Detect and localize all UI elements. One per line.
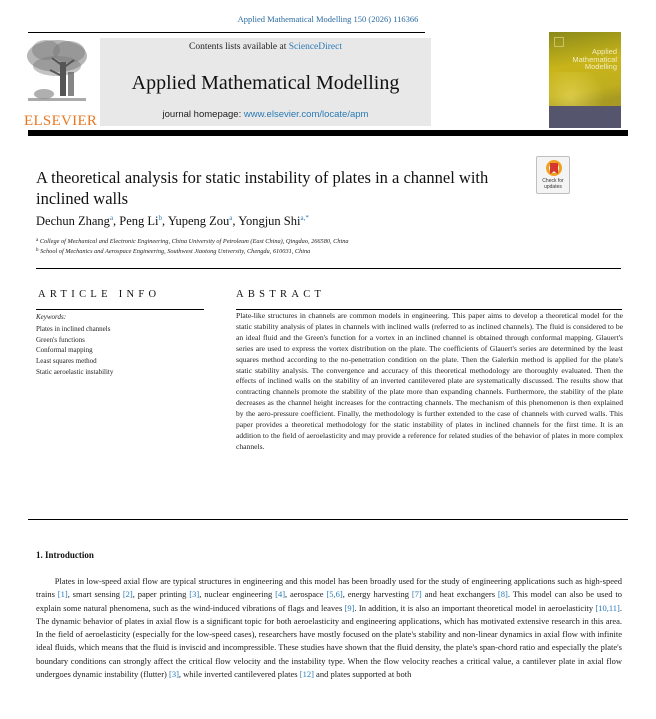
cover-title-line: Applied [591,47,617,56]
author-separator: , [162,214,168,228]
body-text: Plates in low-speed axial flow are typical structures in engineering and this model has been broadly used for the study of engineering applications such as high-speed trains [36,576,622,600]
keyword-item: Least squares method [36,357,97,366]
citation-link[interactable]: [5,6] [326,589,343,600]
body-text: , nuclear engineering [199,589,276,600]
affiliation-text: School of Mechanics and Aerospace Engineering, Southwest Jiaotong University, Chengdu, 610031, China [40,248,311,255]
elsevier-logo[interactable] [24,36,98,129]
affiliation-rule [36,268,621,269]
keyword-item: Plates in inclined channels [36,325,111,333]
body-text: , paper printing [132,589,190,600]
keyword-item: Conformal mapping [36,346,93,355]
citation-link[interactable]: [2] [122,589,133,600]
cover-logo-icon [554,37,564,47]
article-info-rule [36,309,204,310]
citation-link[interactable]: [12] [299,669,314,680]
body-text: , smart sensing [67,589,123,600]
header-rule [28,32,425,33]
cover-footer-band [549,106,621,128]
introduction-heading: 1. Introduction [36,550,94,560]
affiliation-a [36,238,349,245]
contents-prefix: Contents lists available at [188,42,289,52]
citation-link[interactable]: [9] [344,602,355,613]
body-text: . The dynamic behavior of plates in axial flow is a significant topic for both aeroelasticity and engineering applications, which has motivated extensive research in this area. In the field of aeroelasticity (especially for the low-speed cases), researchers have mostly focused on the plate's stability and non-linear dynamics in axial flow with infinite ideal fluids, which means that the fluid is inviscid and incompressible. These studies have shown that the fluid density, the plate's span-chord ratio and especially the plate's boundary conditions can strongly affect the critical flow velocity and the instability type. When the flow velocity reaches a critical value, a cantilever plate in axial flow undergoes dynamic instability (flutter) [36,602,622,680]
cover-title-line: Modelling [584,62,617,71]
introduction-paragraph [36,575,622,681]
author-affiliation-marker[interactable]: b [158,214,163,222]
running-head[interactable]: Applied Mathematical Modelling 150 (2026) 116366 [237,14,419,24]
author-affiliation-marker[interactable]: a [109,214,114,222]
body-text: . In addition, it is also an important theoretical model in aeroelasticity [354,602,596,613]
abstract-text: Plate-like structures in channels are common models in engineering. This paper aims to develop a theoretical model for the static stability analysis of plates in channels with inclined walls (referred to as inclined channels). The fluid is considered to be an ideal fluid and the Green's function for a vortex in an inclined channel is obtained through conformal mapping. Glauert's series are used to express the vortex distribution on the plate. The coefficients of Glauert's series are determined by the least squares method according to the no-penetration condition on the plate. Then the Galerkin method is applied for the plate's static stability analysis. The convergence and accuracy of this theoretical methodology are thoroughly evaluated. Then the effects of inclined walls on the stability of an inverted cantilevered plate are systematically discussed. The results show that contracting channels promote the stability of the plate more than expanding channels. Furthermore, the stability of the plate decreases as the channel height increases for the contracting channels. The mechanism of this phenomenon is then explained by the aero-pressure coefficient. Finally, the methodology is further extended to the case of channels with curved walls. This paper provides a theoretical methodology for the static instability of plates in inclined channels for the first time. It is an addition to the field of aeroelasticity and may provide a reference for related studies of the behavior of plates in more complex channels. [236,311,623,451]
front-matter-rule [28,519,628,520]
affiliation-key: a [36,238,39,243]
citation-link[interactable]: [3] [189,589,200,600]
body-text: and plates supported at both [313,669,412,680]
journal-homepage-link[interactable]: www.elsevier.com/locate/apm [243,109,369,120]
check-for-updates-button[interactable] [536,156,570,194]
journal-cover[interactable] [549,32,621,128]
cover-pattern [549,72,621,108]
elsevier-tree-icon [24,36,90,106]
abstract-heading: ABSTRACT [236,289,326,300]
citation-link[interactable]: [3] [168,669,179,680]
cover-title-line: Mathematical [572,54,617,64]
citation-link[interactable]: [8] [497,589,508,600]
citation-link[interactable]: [7] [411,589,422,600]
author-name[interactable]: Yupeng Zou [167,214,230,228]
crossmark-label-line: updates [544,184,562,190]
keywords-label: Keywords: [36,313,67,321]
abstract-rule [236,309,622,310]
homepage-line [100,109,431,120]
author-affiliation-marker[interactable]: a,* [300,214,309,222]
header-thick-rule [28,130,628,136]
keywords-list [36,324,113,378]
citation-link[interactable]: [1] [57,589,68,600]
affiliation-key: b [36,248,39,253]
citation-link[interactable]: [4] [275,589,286,600]
keyword-item: Static aeroelastic instability [36,367,114,376]
cover-title [572,48,617,71]
author-separator: , [113,214,120,228]
article-title: A theoretical analysis for static instability of plates in a channel with inclined walls [36,168,489,208]
author-affiliation-marker[interactable]: a [229,214,233,222]
article-info-heading: ARTICLE INFO [38,289,161,300]
contents-line [100,42,431,52]
body-text: . This model can also be used to explain some natural phenomena, such as the wind-induced vibrations of flags and leaves [36,589,622,613]
author-name[interactable]: Yongjun Shi [238,214,301,228]
author-separator: , [232,214,239,228]
affiliation-b [36,248,310,255]
body-text: , aerospace [285,589,327,600]
body-text: , while inverted cantilevered plates [178,669,300,680]
citation-link[interactable]: [10,11] [595,602,620,613]
body-text: , energy harvesting [342,589,412,600]
keyword-item: Green's functions [36,335,85,344]
affiliation-text: College of Mechanical and Electronic Engineering, China University of Petroleum (East China), Qingdao, 266580, China [39,238,349,245]
journal-banner [100,38,431,126]
crossmark-label [537,178,569,190]
journal-title: Applied Mathematical Modelling [131,72,400,94]
author-name[interactable]: Peng Li [119,214,159,228]
crossmark-label-line: Check for [542,178,564,184]
homepage-prefix: journal homepage: [162,109,244,120]
sciencedirect-link[interactable]: ScienceDirect [288,42,342,52]
elsevier-wordmark: ELSEVIER [24,113,98,129]
body-text: and heat exchangers [421,589,498,600]
author-list [36,214,309,229]
author-name[interactable]: Dechun Zhang [36,214,110,228]
